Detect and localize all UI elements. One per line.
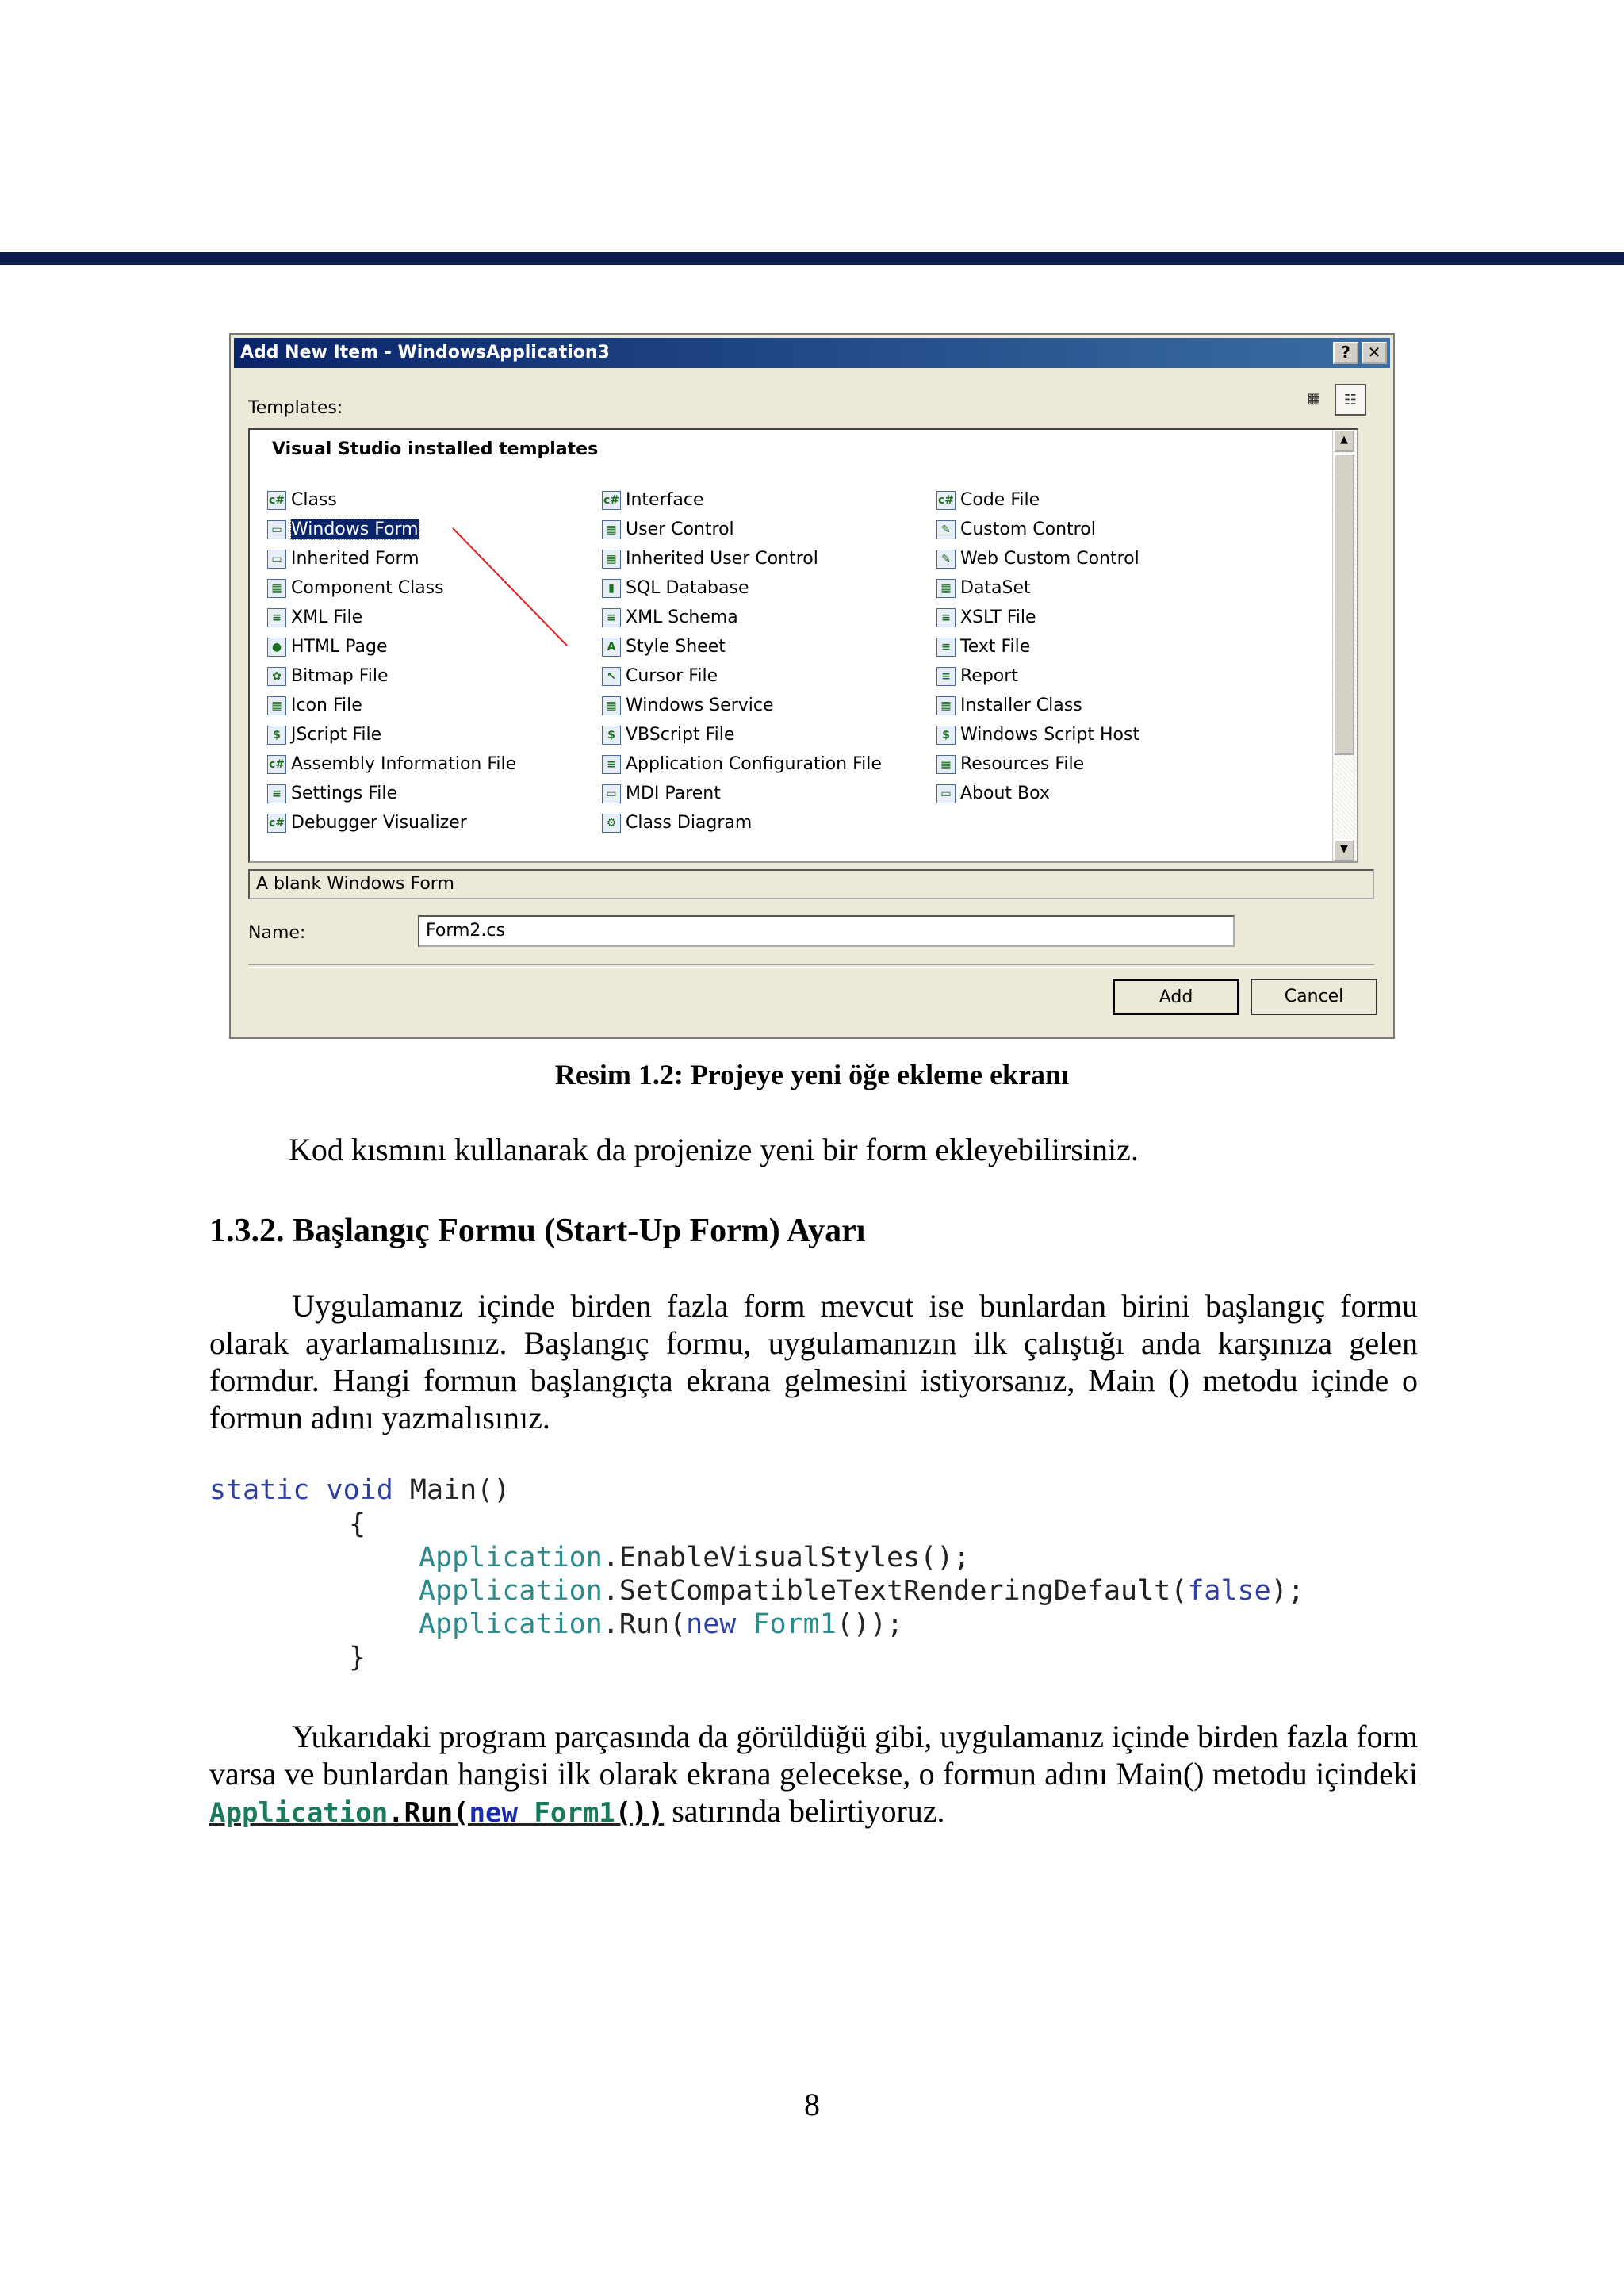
template-icon: ▦ (602, 696, 621, 715)
code-keyword: void (326, 1474, 393, 1506)
template-item-label: Class Diagram (626, 813, 753, 833)
template-item-label: XSLT File (960, 607, 1036, 627)
template-item-label: Component Class (291, 578, 444, 598)
template-icon: c# (936, 491, 956, 510)
template-icon: $ (267, 726, 286, 745)
template-item-label: Debugger Visualizer (291, 813, 467, 833)
dialog-title-bar (234, 338, 1390, 368)
code-keyword: static (209, 1474, 310, 1506)
template-item-label: Code File (960, 490, 1040, 510)
template-item-label: DataSet (960, 578, 1031, 598)
code-keyword: false (1187, 1575, 1271, 1607)
annotation-arrow (250, 430, 1360, 864)
template-item-label: Settings File (291, 784, 398, 803)
template-item-label: VBScript File (626, 725, 735, 745)
code-text: .EnableVisualStyles(); (602, 1542, 971, 1573)
paragraph-2-text: Uygulamanız içinde birden fazla form mevcut ise bunlardan birini başlangıç formu olarak ayarlamalısınız. Başlangıç formu, uygulamanızın ilk çalıştığı anda karşınıza gelen formdur. Hangi formun başlangıçta ekrana gelmesini istiyorsanız, Main () metodu içinde o formun adını yazmalısınız. (209, 1288, 1418, 1435)
template-item-label: Report (960, 666, 1018, 686)
code-line-3 (419, 1608, 903, 1641)
code-type: Application (419, 1575, 603, 1607)
help-button[interactable]: ? (1333, 342, 1358, 364)
code-text: Main() (393, 1474, 511, 1506)
code-line-main (209, 1474, 510, 1507)
page-number: 8 (804, 2087, 820, 2122)
template-icon: ▦ (936, 579, 956, 598)
template-icon: ≡ (936, 638, 956, 657)
template-icon: ● (267, 638, 286, 657)
paragraph-3-text (209, 1718, 1418, 1832)
template-icon: ▮ (602, 579, 621, 598)
page-header-bar (0, 252, 1624, 265)
paragraph-3 (209, 1718, 1418, 1832)
template-item-label: Custom Control (960, 519, 1096, 539)
template-icon: ▦ (936, 696, 956, 715)
template-icon: ▦ (267, 579, 286, 598)
code-text: .SetCompatibleTextRenderingDefault( (602, 1575, 1188, 1607)
template-item-label: About Box (960, 784, 1050, 803)
paragraph-3-tail: satırında belirtiyoruz. (664, 1793, 945, 1829)
templates-list-header: Visual Studio installed templates (272, 439, 599, 459)
template-icon: ✿ (267, 667, 286, 686)
dialog-title: Add New Item - WindowsApplication3 (240, 343, 610, 362)
template-item-label: Style Sheet (626, 637, 726, 657)
template-icon: c# (267, 755, 286, 774)
large-icons-view-icon[interactable]: ▦ (1307, 390, 1321, 407)
template-item-label: XML File (291, 607, 363, 627)
code-type: Application (419, 1542, 603, 1573)
template-item-label: Inherited Form (291, 549, 419, 569)
add-button[interactable]: Add (1113, 979, 1239, 1015)
template-item-label: Windows Form (291, 519, 419, 539)
template-icon: ▦ (602, 550, 621, 569)
template-icon: ▦ (267, 696, 286, 715)
name-label: Name: (248, 923, 306, 943)
add-new-item-dialog (229, 333, 1395, 1039)
template-icon: ≡ (602, 608, 621, 627)
template-item-label: Resources File (960, 754, 1085, 774)
templates-label: Templates: (248, 398, 343, 418)
template-icon: c# (602, 491, 621, 510)
template-icon: c# (267, 814, 286, 833)
small-icons-view-icon[interactable]: ☷ (1335, 384, 1366, 416)
paragraph-3-body: Yukarıdaki program parçasında da görüldüğü gibi, uygulamanız içinde birden fazla form varsa ve bunlardan hangisi ilk olarak ekrana gelecekse, o formun adını Main() metodu içindeki (209, 1719, 1418, 1792)
inline-code-type: Form1 (517, 1797, 615, 1829)
code-text: .Run( (602, 1608, 687, 1640)
template-icon: ↖ (602, 667, 621, 686)
template-item-label: JScript File (291, 725, 382, 745)
template-icon: ▭ (267, 550, 286, 569)
inline-code-text: .Run( (388, 1797, 469, 1829)
template-item-label: Interface (626, 490, 704, 510)
template-icon: ⚙ (602, 814, 621, 833)
template-icon: ▦ (936, 755, 956, 774)
template-item-label: Windows Service (626, 696, 774, 715)
template-item-label: HTML Page (291, 637, 388, 657)
template-icon: ✎ (936, 550, 956, 569)
scroll-up-icon[interactable]: ▲ (1334, 430, 1354, 452)
template-description: A blank Windows Form (248, 869, 1374, 899)
template-item-label: User Control (626, 519, 734, 539)
code-line-2 (419, 1574, 1304, 1608)
code-keyword: new (686, 1608, 737, 1640)
template-item-label: MDI Parent (626, 784, 721, 803)
template-icon: $ (936, 726, 956, 745)
template-item-label: Installer Class (960, 696, 1082, 715)
template-item-label: Inherited User Control (626, 549, 818, 569)
template-icon: ▭ (267, 520, 286, 539)
name-input[interactable]: Form2.cs (418, 915, 1235, 947)
code-line-1 (419, 1541, 970, 1574)
scroll-thumb[interactable] (1334, 454, 1354, 755)
template-icon: ▭ (602, 784, 621, 803)
template-item-label: Text File (960, 637, 1031, 657)
template-item-label: Icon File (291, 696, 362, 715)
inline-code-keyword: new (469, 1797, 518, 1829)
template-icon: ▦ (602, 520, 621, 539)
close-button[interactable]: ✕ (1362, 342, 1387, 364)
template-item-label: Web Custom Control (960, 549, 1139, 569)
template-item-label: Bitmap File (291, 666, 389, 686)
template-icon: ✎ (936, 520, 956, 539)
code-open-brace: { (349, 1508, 366, 1540)
inline-code (209, 1797, 664, 1829)
template-item-label: Windows Script Host (960, 725, 1140, 745)
template-icon: ≡ (267, 608, 286, 627)
code-close-brace: } (349, 1642, 366, 1673)
scroll-down-icon[interactable]: ▼ (1334, 839, 1354, 861)
paragraph-2 (209, 1287, 1418, 1436)
template-item-label: Cursor File (626, 666, 718, 686)
code-type: Application (419, 1608, 603, 1640)
code-text: ()); (836, 1608, 904, 1640)
template-icon: A (602, 638, 621, 657)
paragraph-1: Kod kısmını kullanarak da projenize yeni bir form ekleyebilirsiniz. (289, 1132, 1139, 1167)
template-icon: ≡ (936, 667, 956, 686)
inline-code-text: ()) (615, 1797, 665, 1829)
template-icon: ≡ (602, 755, 621, 774)
code-type: Form1 (753, 1608, 837, 1640)
section-heading: 1.3.2. Başlangıç Formu (Start-Up Form) Ayarı (209, 1213, 866, 1249)
template-icon: ▭ (936, 784, 956, 803)
cancel-button[interactable]: Cancel (1251, 979, 1377, 1015)
templates-list[interactable] (248, 428, 1358, 863)
template-item-label: XML Schema (626, 607, 738, 627)
figure-caption: Resim 1.2: Projeye yeni öğe ekleme ekranı (554, 1059, 1070, 1090)
template-icon: c# (267, 491, 286, 510)
templates-scrollbar[interactable] (1332, 430, 1357, 861)
inline-code-type: Application (209, 1797, 389, 1829)
template-item-label: Assembly Information File (291, 754, 517, 774)
dialog-separator (248, 964, 1374, 968)
code-text: ); (1270, 1575, 1304, 1607)
template-icon: ≡ (267, 784, 286, 803)
template-item-label: Application Configuration File (626, 754, 882, 774)
template-icon: $ (602, 726, 621, 745)
template-item-label: SQL Database (626, 578, 749, 598)
template-icon: ≡ (936, 608, 956, 627)
template-item-label: Class (291, 490, 337, 510)
